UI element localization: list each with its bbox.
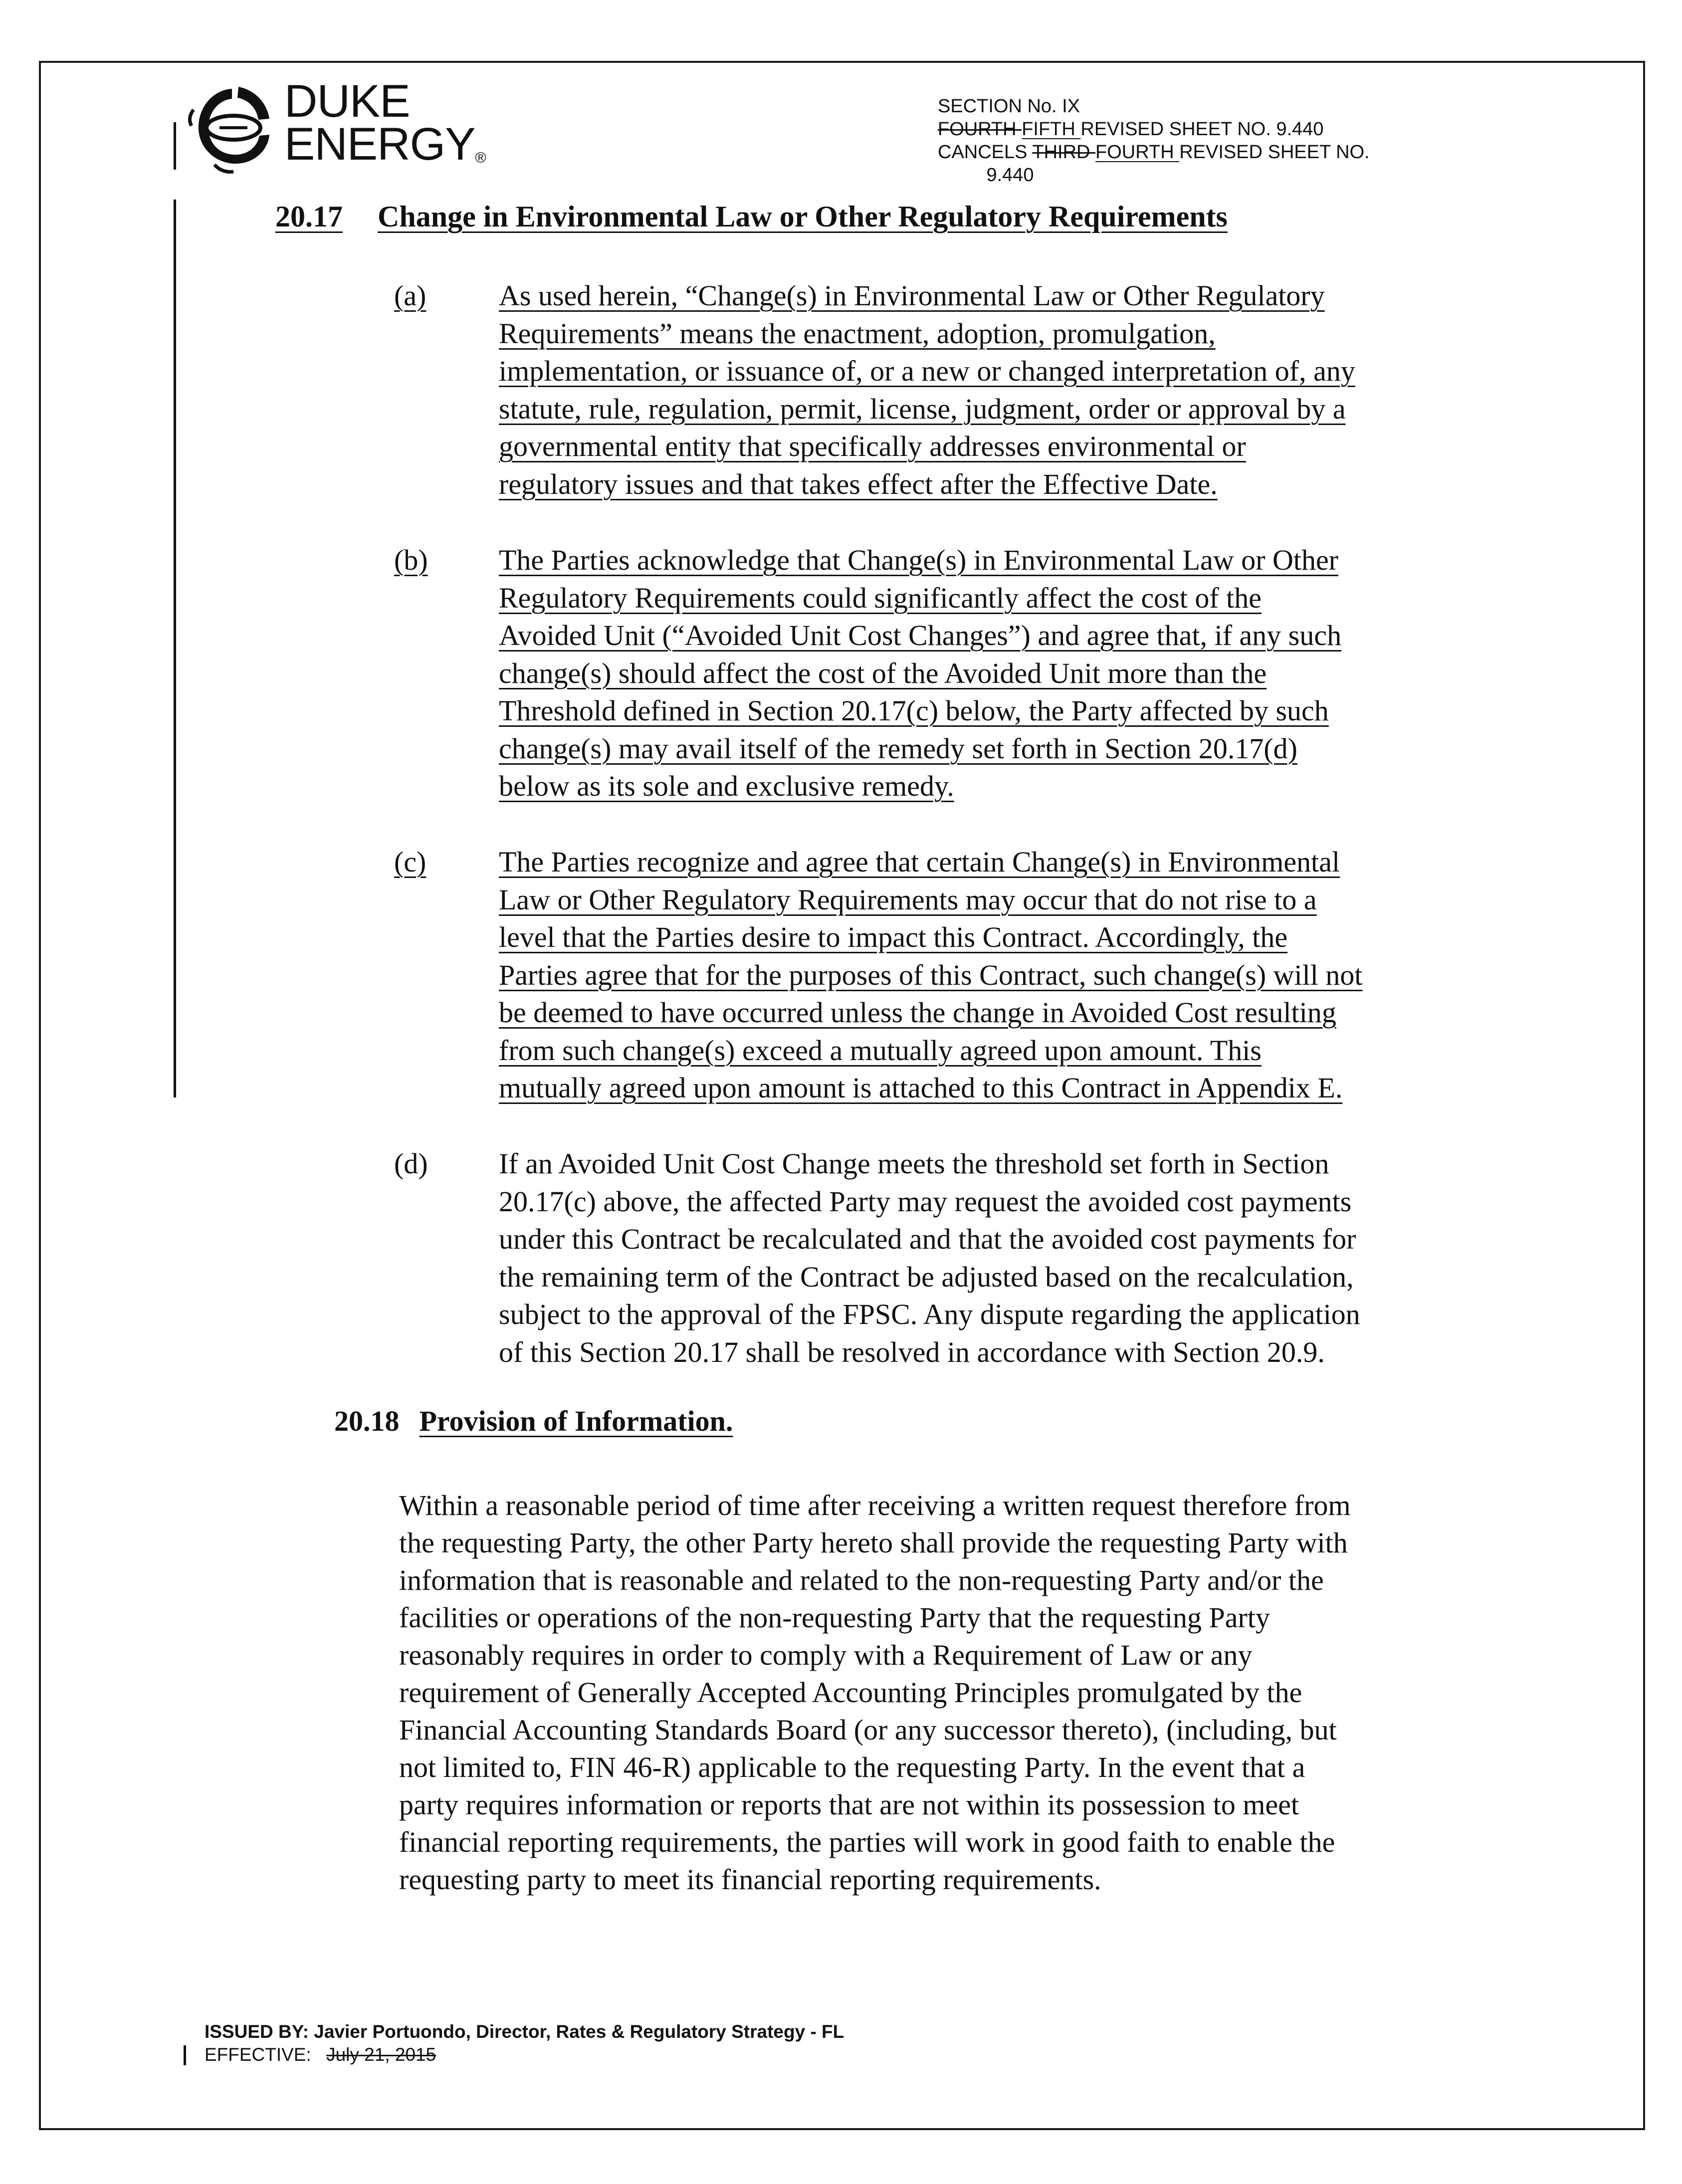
- paragraph-line: Financial Accounting Standards Board (or any successor thereto), (including, but: [399, 1714, 1337, 1746]
- cancels-prefix: CANCELS: [938, 142, 1033, 163]
- paragraph-line: not limited to, FIN 46-R) applicable to the requesting Party. In the event that a: [399, 1751, 1305, 1783]
- revision-bar-section: [174, 200, 176, 1097]
- clause-c-line: level that the Parties desire to impact this Contract. Accordingly, the: [499, 921, 1288, 953]
- duke-energy-logo: [185, 76, 564, 175]
- effective-label: EFFECTIVE:: [205, 2044, 311, 2065]
- clause-d-line: of this Section 20.17 shall be resolved in accordance with Section 20.9.: [499, 1335, 1325, 1368]
- clause-c-line: The Parties recognize and agree that certain Change(s) in Environmental: [499, 846, 1340, 878]
- sheet-header: [938, 95, 1486, 187]
- duke-energy-flame-icon: [185, 80, 279, 175]
- section-20-18-heading: [334, 1404, 733, 1438]
- clause-c-line: be deemed to have occurred unless the change in Avoided Cost resulting: [499, 996, 1336, 1029]
- clause-c-line: from such change(s) exceed a mutually agreed upon amount. This: [499, 1034, 1262, 1067]
- paragraph-line: Within a reasonable period of time after receiving a written request therefore from: [399, 1489, 1351, 1522]
- revision-bar-logo: [174, 122, 176, 170]
- section-20-18-body: [399, 1487, 1496, 1898]
- paragraph-line: financial reporting requirements, the parties will work in good faith to enable the: [399, 1826, 1335, 1858]
- paragraph-line: facilities or operations of the non-requesting Party that the requesting Party: [399, 1601, 1270, 1634]
- revision-bar-footer: [184, 2045, 186, 2065]
- section-20-18-title: Provision of Information.: [419, 1405, 733, 1437]
- section-number: SECTION No. IX: [938, 96, 1080, 117]
- clause-c-line: Parties agree that for the purposes of this Contract, such change(s) will not: [499, 958, 1363, 991]
- clause-a-line: Requirements” means the enactment, adoption, promulgation,: [499, 317, 1216, 350]
- effective-date-struck: July 21, 2015: [326, 2044, 436, 2065]
- clause-b-line: Threshold defined in Section 20.17(c) below, the Party affected by such: [499, 694, 1329, 727]
- clause-b-label: (b): [394, 544, 428, 576]
- clause-c-label: (c): [394, 846, 426, 878]
- paragraph-line: the requesting Party, the other Party hereto shall provide the requesting Party with: [399, 1527, 1348, 1559]
- section-20-17-number: 20.17: [275, 200, 343, 233]
- logo-registered-mark: ®: [475, 150, 486, 166]
- clause-d-line: the remaining term of the Contract be adjusted based on the recalculation,: [499, 1260, 1354, 1293]
- clause-a-line: statute, rule, regulation, permit, license, judgment, order or approval by a: [499, 392, 1346, 425]
- issued-by-line: [205, 2020, 844, 2043]
- clause-a-line: governmental entity that specifically addresses environmental or: [499, 430, 1246, 462]
- clause-c-line: Law or Other Regulatory Requirements may occur that do not rise to a: [499, 883, 1317, 916]
- cancels-line: [938, 141, 1486, 164]
- cancels-struck-text: THIRD: [1032, 142, 1096, 163]
- section-20-17-heading: [275, 200, 1228, 234]
- paragraph-line: requirement of Generally Accepted Accounting Principles promulgated by the: [399, 1676, 1302, 1709]
- cancels-rest-text: REVISED SHEET NO.: [1179, 142, 1370, 163]
- sheet-number: [938, 118, 1486, 141]
- sheet-struck-text: FOURTH: [938, 119, 1022, 140]
- clause-b-line: change(s) should affect the cost of the Avoided Unit more than the: [499, 656, 1267, 689]
- clause-d-label: (d): [394, 1147, 428, 1180]
- clause-d-line: If an Avoided Unit Cost Change meets the threshold set forth in Section: [499, 1147, 1329, 1180]
- clause-a-label: (a): [394, 279, 426, 312]
- clause-d-line: under this Contract be recalculated and that the avoided cost payments for: [499, 1223, 1356, 1255]
- clause-b-line: change(s) may avail itself of the remedy set forth in Section 20.17(d): [499, 732, 1297, 765]
- paragraph-line: reasonably requires in order to comply with a Requirement of Law or any: [399, 1639, 1253, 1671]
- sheet-new-text: FIFTH: [1022, 119, 1081, 140]
- clause-b-line: The Parties acknowledge that Change(s) in Environmental Law or Other: [499, 544, 1339, 576]
- clause-a-line: As used herein, “Change(s) in Environmental Law or Other Regulatory: [499, 279, 1325, 312]
- paragraph-line: information that is reasonable and related to the non-requesting Party and/or the: [399, 1564, 1324, 1596]
- clause-a-line: implementation, or issuance of, or a new or changed interpretation of, any: [499, 355, 1355, 387]
- clause-b-line: Regulatory Requirements could significantly affect the cost of the: [499, 581, 1262, 614]
- clause-a-line: regulatory issues and that takes effect after the Effective Date.: [499, 467, 1218, 500]
- issued-by-value: Javier Portuondo, Director, Rates & Regulatory Strategy - FL: [314, 2021, 844, 2042]
- section-20-17-title: Change in Environmental Law or Other Regulatory Requirements: [378, 200, 1228, 233]
- issuance-footer: [205, 2020, 844, 2066]
- clause-d-line: 20.17(c) above, the affected Party may request the avoided cost payments: [499, 1185, 1352, 1218]
- section-20-18-number: 20.18: [334, 1405, 400, 1437]
- paragraph-line: party requires information or reports that are not within its possession to meet: [399, 1788, 1299, 1821]
- cancels-new-text: FOURTH: [1095, 142, 1180, 163]
- paragraph-line: requesting party to meet its financial reporting requirements.: [399, 1863, 1101, 1896]
- cancels-sheet-number: 9.440: [986, 165, 1034, 186]
- clause-b-line: below as its sole and exclusive remedy.: [499, 770, 954, 802]
- clause-c-line: mutually agreed upon amount is attached to this Contract in Appendix E.: [499, 1072, 1343, 1104]
- logo-energy: ENERGY: [284, 119, 475, 170]
- effective-line: [205, 2043, 844, 2066]
- issued-by-label: ISSUED BY:: [205, 2021, 309, 2042]
- logo-duke: DUKE: [284, 76, 410, 127]
- clause-d-line: subject to the approval of the FPSC. Any dispute regarding the application: [499, 1298, 1360, 1330]
- sheet-rest-text: REVISED SHEET NO. 9.440: [1080, 119, 1324, 140]
- clause-b-line: Avoided Unit (“Avoided Unit Cost Changes”) and agree that, if any such: [499, 619, 1342, 652]
